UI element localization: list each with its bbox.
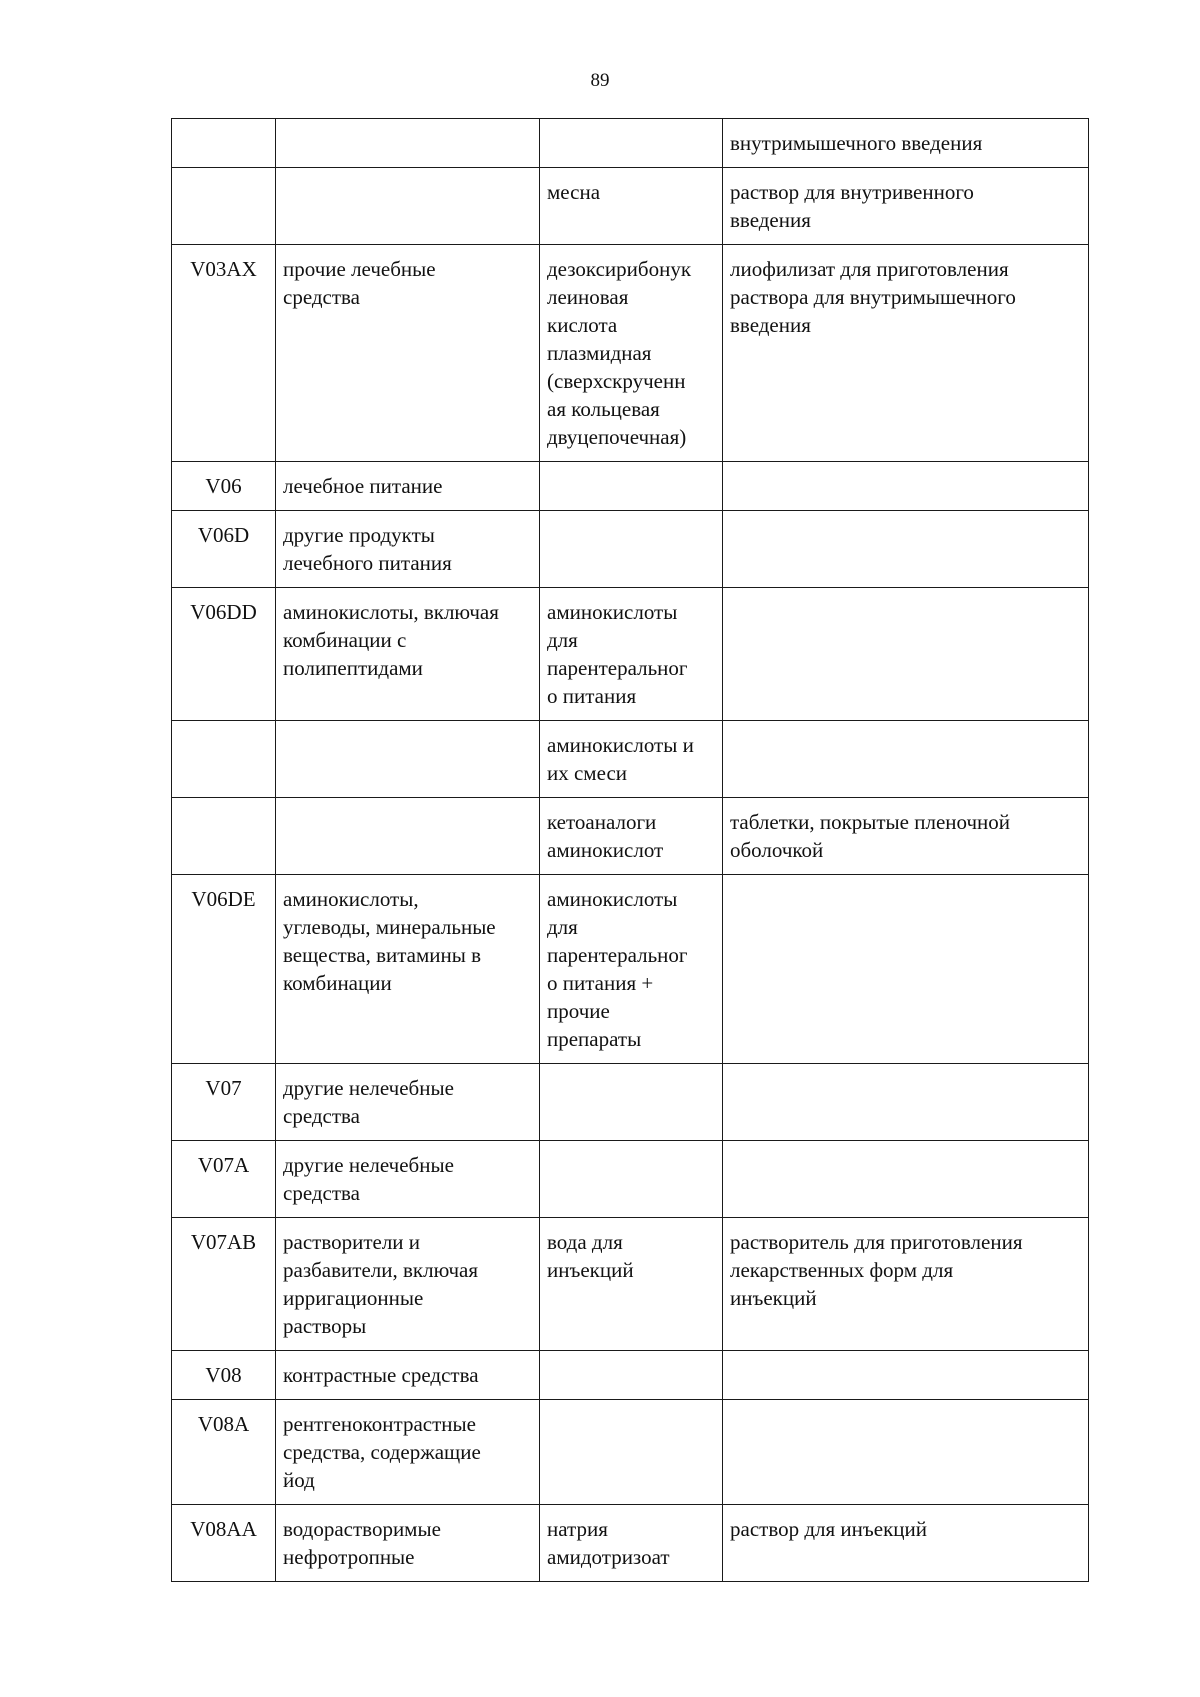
drug-name-cell: натрия амидотризоат: [540, 1505, 723, 1582]
atc-code-cell: V06DE: [172, 875, 276, 1064]
atc-code-cell: [172, 119, 276, 168]
atc-code-cell: V06D: [172, 511, 276, 588]
table-row: [172, 1351, 1089, 1400]
atc-code-cell: V07AB: [172, 1218, 276, 1351]
dosage-form-cell: [723, 875, 1089, 1064]
table-row: [172, 119, 1089, 168]
drug-name-cell: [540, 1064, 723, 1141]
dosage-form-cell: раствор для инъекций: [723, 1505, 1089, 1582]
table-row: [172, 1141, 1089, 1218]
drug-name-cell: [540, 1400, 723, 1505]
table-row: [172, 1400, 1089, 1505]
table-row: [172, 1218, 1089, 1351]
dosage-form-cell: раствор для внутривенного введения: [723, 168, 1089, 245]
table-row: [172, 1505, 1089, 1582]
table-row: [172, 798, 1089, 875]
drug-name-cell: аминокислоты для парентеральног о питания: [540, 588, 723, 721]
atc-code-cell: V07: [172, 1064, 276, 1141]
page-number: 89: [590, 70, 610, 91]
group-name-cell: лечебное питание: [276, 462, 540, 511]
group-name-cell: [276, 721, 540, 798]
group-name-cell: [276, 798, 540, 875]
atc-code-cell: V08AA: [172, 1505, 276, 1582]
dosage-form-cell: внутримышечного введения: [723, 119, 1089, 168]
atc-code-cell: [172, 168, 276, 245]
table-row: [172, 168, 1089, 245]
atc-code-cell: V03AX: [172, 245, 276, 462]
dosage-form-cell: [723, 588, 1089, 721]
atc-code-cell: V06DD: [172, 588, 276, 721]
group-name-cell: растворители и разбавители, включая ирригационные растворы: [276, 1218, 540, 1351]
group-name-cell: прочие лечебные средства: [276, 245, 540, 462]
group-name-cell: другие нелечебные средства: [276, 1064, 540, 1141]
group-name-cell: водорастворимые нефротропные: [276, 1505, 540, 1582]
table-row: [172, 721, 1089, 798]
group-name-cell: аминокислоты, включая комбинации с полипептидами: [276, 588, 540, 721]
drug-classification-table: [171, 118, 1089, 1582]
table-row: [172, 588, 1089, 721]
group-name-cell: [276, 119, 540, 168]
table-row: [172, 245, 1089, 462]
drug-name-cell: [540, 119, 723, 168]
table-row: [172, 462, 1089, 511]
dosage-form-cell: лиофилизат для приготовления раствора для внутримышечного введения: [723, 245, 1089, 462]
group-name-cell: другие продукты лечебного питания: [276, 511, 540, 588]
dosage-form-cell: [723, 462, 1089, 511]
drug-name-cell: аминокислоты для парентеральног о питания + прочие препараты: [540, 875, 723, 1064]
group-name-cell: рентгеноконтрастные средства, содержащие йод: [276, 1400, 540, 1505]
drug-name-cell: [540, 462, 723, 511]
drug-name-cell: [540, 511, 723, 588]
group-name-cell: аминокислоты, углеводы, минеральные вещества, витамины в комбинации: [276, 875, 540, 1064]
drug-name-cell: [540, 1351, 723, 1400]
dosage-form-cell: [723, 1064, 1089, 1141]
atc-code-cell: V08A: [172, 1400, 276, 1505]
drug-name-cell: вода для инъекций: [540, 1218, 723, 1351]
dosage-form-cell: [723, 511, 1089, 588]
table-row: [172, 1064, 1089, 1141]
dosage-form-cell: [723, 1400, 1089, 1505]
group-name-cell: контрастные средства: [276, 1351, 540, 1400]
dosage-form-cell: [723, 1141, 1089, 1218]
group-name-cell: другие нелечебные средства: [276, 1141, 540, 1218]
atc-code-cell: [172, 721, 276, 798]
atc-code-cell: V08: [172, 1351, 276, 1400]
table-row: [172, 511, 1089, 588]
atc-code-cell: V06: [172, 462, 276, 511]
atc-code-cell: [172, 798, 276, 875]
dosage-form-cell: растворитель для приготовления лекарственных форм для инъекций: [723, 1218, 1089, 1351]
drug-name-cell: месна: [540, 168, 723, 245]
dosage-form-cell: [723, 1351, 1089, 1400]
dosage-form-cell: [723, 721, 1089, 798]
drug-name-cell: кетоаналоги аминокислот: [540, 798, 723, 875]
drug-name-cell: аминокислоты и их смеси: [540, 721, 723, 798]
group-name-cell: [276, 168, 540, 245]
drug-name-cell: дезоксирибонук леиновая кислота плазмидная (сверхскрученн ая кольцевая двуцепочечная): [540, 245, 723, 462]
atc-code-cell: V07A: [172, 1141, 276, 1218]
drug-name-cell: [540, 1141, 723, 1218]
table-body: [172, 119, 1089, 1582]
dosage-form-cell: таблетки, покрытые пленочной оболочкой: [723, 798, 1089, 875]
table-row: [172, 875, 1089, 1064]
